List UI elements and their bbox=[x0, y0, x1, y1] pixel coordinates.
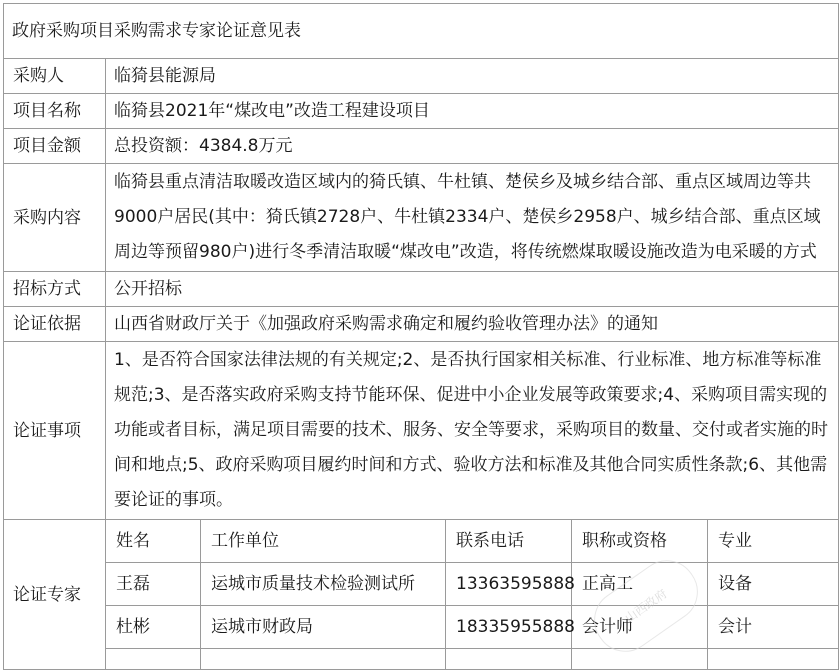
method-value: 公开招标 bbox=[106, 272, 839, 307]
expert-major: 会计 bbox=[708, 606, 839, 649]
basis-label: 论证依据 bbox=[4, 307, 106, 342]
empty-cell bbox=[201, 649, 446, 670]
expert-header-phone: 联系电话 bbox=[446, 520, 572, 563]
opinion-table bbox=[3, 3, 839, 670]
expert-title: 会计师 bbox=[572, 606, 708, 649]
content-value: 临猗县重点清洁取暖改造区域内的猗氏镇、牛杜镇、楚侯乡及城乡结合部、重点区域周边等共9000户居民(其中：猗氏镇2728户、牛杜镇2334户、楚侯乡2958户、城乡结合部、重点区域周边等预留980户)进行冬季清洁取暖“煤改电”改造，将传统燃煤取暖设施改造为电采暖的方式 bbox=[106, 164, 839, 272]
expert-header-name: 姓名 bbox=[106, 520, 201, 563]
table-row bbox=[4, 606, 839, 649]
project-name-value: 临猗县2021年“煤改电”改造工程建设项目 bbox=[106, 94, 839, 129]
empty-cell bbox=[106, 649, 201, 670]
content-label: 采购内容 bbox=[4, 164, 106, 272]
expert-name: 王磊 bbox=[106, 563, 201, 606]
expert-unit: 运城市财政局 bbox=[201, 606, 446, 649]
expert-unit: 运城市质量技术检验测试所 bbox=[201, 563, 446, 606]
purchaser-label: 采购人 bbox=[4, 59, 106, 94]
amount-label: 项目金额 bbox=[4, 129, 106, 164]
experts-label: 论证专家 bbox=[4, 520, 106, 670]
basis-value: 山西省财政厅关于《加强政府采购需求确定和履约验收管理办法》的通知 bbox=[106, 307, 839, 342]
watermark-stamp: 山西政府 bbox=[582, 548, 709, 663]
empty-cell bbox=[446, 649, 572, 670]
items-label: 论证事项 bbox=[4, 342, 106, 520]
expert-phone: 18335955888 bbox=[446, 606, 572, 649]
project-name-label: 项目名称 bbox=[4, 94, 106, 129]
expert-title: 正高工 bbox=[572, 563, 708, 606]
expert-name: 杜彬 bbox=[106, 606, 201, 649]
expert-phone: 13363595888 bbox=[446, 563, 572, 606]
expert-header-major: 专业 bbox=[708, 520, 839, 563]
form-title: 政府采购项目采购需求专家论证意见表 bbox=[4, 4, 839, 59]
table-row bbox=[4, 563, 839, 606]
expert-major: 设备 bbox=[708, 563, 839, 606]
purchaser-value: 临猗县能源局 bbox=[106, 59, 839, 94]
amount-value: 总投资额：4384.8万元 bbox=[106, 129, 839, 164]
empty-cell bbox=[572, 649, 708, 670]
expert-header-title: 职称或资格 bbox=[572, 520, 708, 563]
empty-cell bbox=[708, 649, 839, 670]
method-label: 招标方式 bbox=[4, 272, 106, 307]
items-value: 1、是否符合国家法律法规的有关规定;2、是否执行国家相关标准、行业标准、地方标准等标准规范;3、是否落实政府采购支持节能环保、促进中小企业发展等政策要求;4、采购项目需实现的功能或者目标，满足项目需要的技术、服务、安全等要求，采购项目的数量、交付或者实施的时间和地点;5、政府采购项目履约时间和方式、验收方法和标准及其他合同实质性条款;6、其他需要论证的事项。 bbox=[106, 342, 839, 520]
expert-header-unit: 工作单位 bbox=[201, 520, 446, 563]
